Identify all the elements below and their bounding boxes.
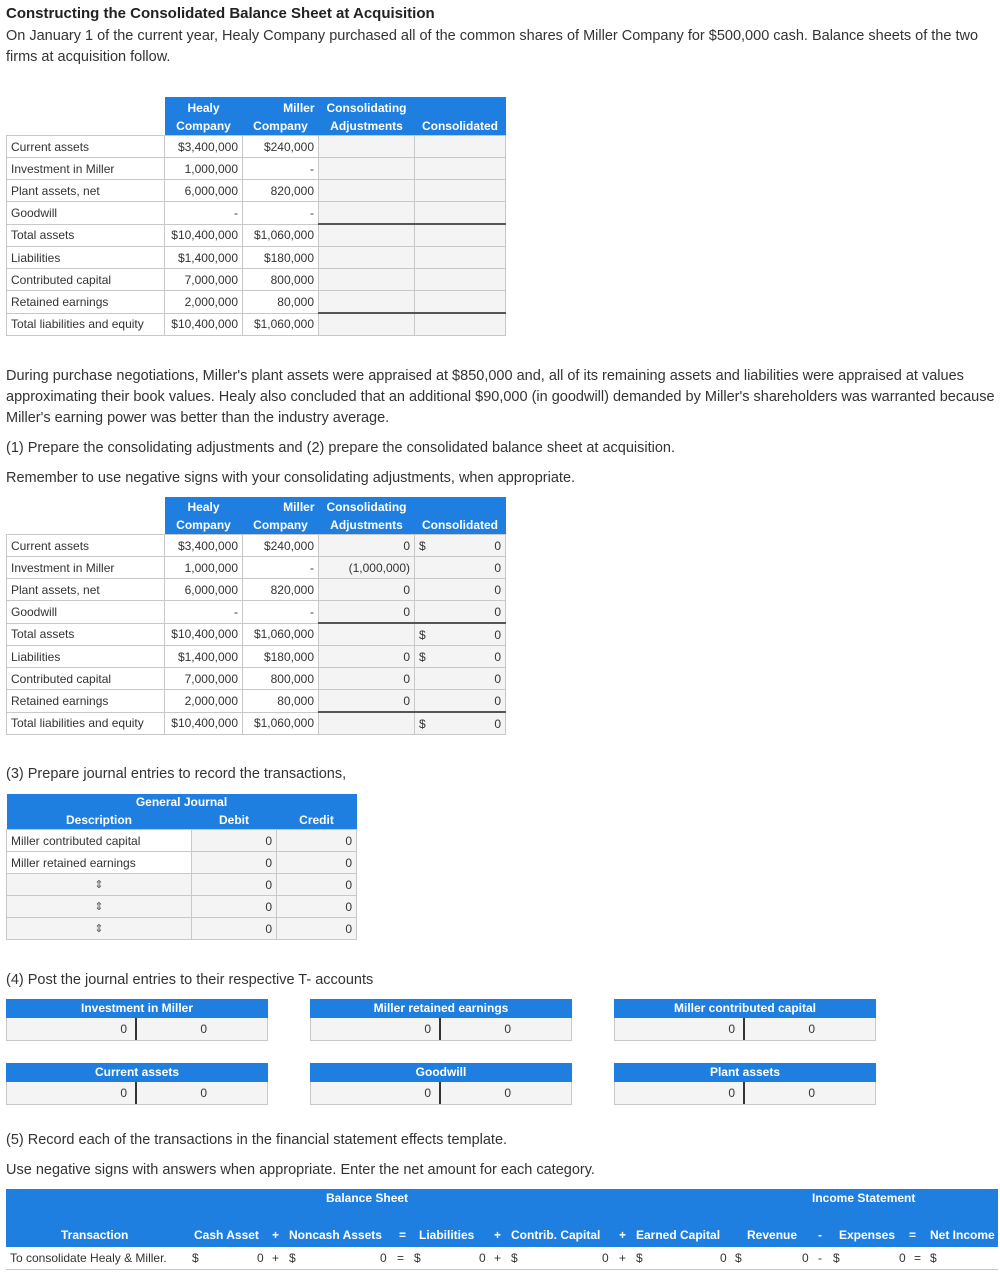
question-5: (5) Record each of the transactions in the financial statement effects template. bbox=[6, 1132, 508, 1148]
miller-value: $240,000 bbox=[243, 535, 319, 557]
col-adjustments: Consolidating Adjustments bbox=[319, 97, 415, 136]
consolidated-input[interactable] bbox=[415, 247, 506, 269]
col-consolidated: Consolidated bbox=[415, 497, 506, 535]
consolidated-input[interactable] bbox=[415, 579, 506, 601]
adjustment-value: (1,000,000) bbox=[348, 560, 410, 575]
debit-input[interactable]: 0 bbox=[192, 874, 277, 896]
credit-side-input[interactable]: 0 bbox=[808, 1086, 815, 1100]
row-label: Goodwill bbox=[7, 601, 165, 624]
debit-side-input[interactable]: 0 bbox=[7, 1018, 137, 1040]
t-account-title: Current assets bbox=[6, 1063, 268, 1082]
consolidated-value: 0 bbox=[494, 560, 501, 575]
table-header bbox=[7, 497, 506, 535]
debit-side-input[interactable]: 0 bbox=[311, 1018, 441, 1040]
consolidation-table bbox=[6, 497, 506, 735]
adjustment-input[interactable] bbox=[319, 601, 415, 624]
description-select[interactable] bbox=[7, 896, 192, 918]
transaction-label: To consolidate Healy & Miller. bbox=[10, 1251, 167, 1265]
t-account-plant-assets bbox=[614, 1063, 876, 1105]
col-miller: Miller Company bbox=[243, 497, 319, 535]
consolidated-value: 0 bbox=[494, 538, 501, 553]
healy-value: $10,400,000 bbox=[165, 712, 243, 735]
table-row bbox=[7, 623, 506, 646]
cash-asset-input[interactable]: 0 bbox=[257, 1251, 264, 1265]
credit-side-input[interactable]: 0 bbox=[200, 1086, 207, 1100]
question-5-note: Use negative signs with answers when appropriate. Enter the net amount for each category. bbox=[6, 1162, 595, 1178]
adjustment-input[interactable] bbox=[319, 557, 415, 579]
healy-value: - bbox=[165, 601, 243, 624]
revenue-input[interactable]: 0 bbox=[802, 1251, 809, 1265]
col-description: Description bbox=[7, 811, 192, 830]
row-label: Investment in Miller bbox=[7, 557, 165, 579]
row-label: Current assets bbox=[7, 136, 165, 158]
healy-value: $10,400,000 bbox=[165, 623, 243, 646]
journal-row bbox=[7, 852, 357, 874]
healy-value: 6,000,000 bbox=[165, 579, 243, 601]
col-miller: Miller Company bbox=[243, 97, 319, 136]
debit-side-input[interactable]: 0 bbox=[311, 1082, 441, 1104]
credit-input[interactable]: 0 bbox=[277, 896, 357, 918]
consolidated-input[interactable] bbox=[415, 690, 506, 713]
adjustment-input[interactable] bbox=[319, 579, 415, 601]
healy-value: $3,400,000 bbox=[165, 136, 243, 158]
t-account-current-assets bbox=[6, 1063, 268, 1105]
debit-side-input[interactable]: 0 bbox=[615, 1082, 745, 1104]
debit-side-input[interactable]: 0 bbox=[615, 1018, 745, 1040]
healy-value: 6,000,000 bbox=[165, 180, 243, 202]
liabilities-input[interactable]: 0 bbox=[479, 1251, 486, 1265]
question-1-2: (1) Prepare the consolidating adjustments and (2) prepare the consolidated balance sheet at acquisition. bbox=[6, 440, 676, 456]
miller-value: $240,000 bbox=[243, 136, 319, 158]
row-label: Current assets bbox=[7, 535, 165, 557]
healy-value: $3,400,000 bbox=[165, 535, 243, 557]
adjustment-input[interactable] bbox=[319, 313, 415, 336]
t-account-body bbox=[614, 1082, 876, 1105]
adjustment-input[interactable] bbox=[319, 136, 415, 158]
adjustment-value: 0 bbox=[403, 649, 410, 664]
t-account-body bbox=[310, 1018, 572, 1041]
consolidated-input[interactable] bbox=[415, 646, 506, 668]
consolidated-input[interactable] bbox=[415, 136, 506, 158]
table-row bbox=[7, 247, 506, 269]
description-select[interactable] bbox=[7, 874, 192, 896]
consolidated-value: 0 bbox=[494, 627, 501, 642]
col-adjustments: Consolidating Adjustments bbox=[319, 497, 415, 535]
miller-value: 820,000 bbox=[243, 180, 319, 202]
debit-input[interactable]: 0 bbox=[192, 852, 277, 874]
adjustment-input[interactable] bbox=[319, 180, 415, 202]
consolidated-input[interactable] bbox=[415, 158, 506, 180]
col-net-income: Net Income bbox=[930, 1228, 995, 1242]
journal-row bbox=[7, 830, 357, 852]
adjustment-input[interactable] bbox=[319, 224, 415, 247]
table-row bbox=[7, 579, 506, 601]
debit-side-input[interactable]: 0 bbox=[7, 1082, 137, 1104]
table-row bbox=[7, 601, 506, 624]
dollar-sign: $ bbox=[419, 649, 426, 664]
col-debit: Debit bbox=[192, 811, 277, 830]
credit-input[interactable]: 0 bbox=[277, 874, 357, 896]
consolidated-input[interactable] bbox=[415, 291, 506, 314]
consolidated-input[interactable] bbox=[415, 535, 506, 557]
balance-sheets-table bbox=[6, 97, 506, 336]
credit-input[interactable]: 0 bbox=[277, 830, 357, 852]
healy-value: 2,000,000 bbox=[165, 690, 243, 713]
miller-value: $1,060,000 bbox=[243, 313, 319, 336]
adjustment-input[interactable] bbox=[319, 690, 415, 713]
healy-value: 7,000,000 bbox=[165, 269, 243, 291]
table-row bbox=[7, 202, 506, 225]
miller-value: 800,000 bbox=[243, 668, 319, 690]
reminder-text: Remember to use negative signs with your consolidating adjustments, when appropriate. bbox=[6, 470, 576, 486]
negotiation-text: During purchase negotiations, Miller's plant assets were appraised at $850,000 and, all of its remaining assets and liabilities were appraised at values approximating their book values. Healy also concluded that an additional $90,000 (in goodwill) demanded by Miller's shareholders was warranted because Miller's earning power was better than the industry average. bbox=[6, 368, 995, 426]
balance-sheet-heading: Balance Sheet bbox=[326, 1191, 409, 1205]
row-label: Plant assets, net bbox=[7, 579, 165, 601]
miller-value: - bbox=[243, 601, 319, 624]
row-label: Total liabilities and equity bbox=[7, 313, 165, 336]
income-statement-heading: Income Statement bbox=[812, 1191, 916, 1205]
miller-value: $1,060,000 bbox=[243, 712, 319, 735]
effects-header: Balance Sheet Income Statement Transaction Cash Asset + Noncash Assets = Liabilities + Contrib. Capital + Earned Capital Revenue - Expenses = Net Income bbox=[6, 1189, 998, 1247]
adjustment-value: 0 bbox=[403, 582, 410, 597]
intro-text: On January 1 of the current year, Healy Company purchased all of the common shares of Miller Company for $500,000 cash. Balance sheets of the two firms at acquisition follow. bbox=[6, 28, 979, 65]
table-row bbox=[7, 313, 506, 336]
row-label: Retained earnings bbox=[7, 690, 165, 713]
adjustment-value: 0 bbox=[403, 693, 410, 708]
table-row bbox=[7, 712, 506, 735]
adjustment-input[interactable] bbox=[319, 202, 415, 225]
miller-value: $180,000 bbox=[243, 247, 319, 269]
consolidated-value: 0 bbox=[494, 716, 501, 731]
effects-template bbox=[6, 1189, 998, 1270]
table-row bbox=[7, 646, 506, 668]
miller-value: - bbox=[243, 158, 319, 180]
t-account-title: Miller retained earnings bbox=[310, 999, 572, 1018]
adjustment-input[interactable] bbox=[319, 712, 415, 735]
question-3: (3) Prepare journal entries to record the transactions, bbox=[6, 766, 347, 782]
healy-value: - bbox=[165, 202, 243, 225]
t-account-investment-in-miller bbox=[6, 999, 268, 1041]
col-healy: Healy Company bbox=[165, 97, 243, 136]
adjustment-input[interactable] bbox=[319, 668, 415, 690]
noncash-assets-input[interactable]: 0 bbox=[380, 1251, 387, 1265]
col-noncash-assets: Noncash Assets bbox=[289, 1228, 382, 1242]
col-transaction: Transaction bbox=[61, 1228, 129, 1242]
row-label: Contributed capital bbox=[7, 668, 165, 690]
earned-capital-input[interactable]: 0 bbox=[720, 1251, 727, 1265]
healy-value: $10,400,000 bbox=[165, 224, 243, 247]
healy-value: $1,400,000 bbox=[165, 247, 243, 269]
consolidated-input[interactable] bbox=[415, 623, 506, 646]
consolidated-value: 0 bbox=[494, 693, 501, 708]
credit-side-input[interactable]: 0 bbox=[200, 1022, 207, 1036]
t-account-title: Investment in Miller bbox=[6, 999, 268, 1018]
adjustment-input[interactable] bbox=[319, 291, 415, 314]
adjustment-input[interactable] bbox=[319, 158, 415, 180]
t-account-miller-contributed-capital bbox=[614, 999, 876, 1041]
question-4: (4) Post the journal entries to their respective T- accounts bbox=[6, 972, 374, 988]
consolidated-input[interactable] bbox=[415, 269, 506, 291]
page-title: Constructing the Consolidated Balance Sheet at Acquisition bbox=[6, 5, 435, 22]
row-label: Goodwill bbox=[7, 202, 165, 225]
expenses-input[interactable]: 0 bbox=[899, 1251, 906, 1265]
dollar-sign: $ bbox=[419, 716, 426, 731]
miller-value: $1,060,000 bbox=[243, 623, 319, 646]
adjustment-value: 0 bbox=[403, 671, 410, 686]
row-label: Contributed capital bbox=[7, 269, 165, 291]
row-label: Plant assets, net bbox=[7, 180, 165, 202]
healy-value: $10,400,000 bbox=[165, 313, 243, 336]
description-select[interactable]: Miller contributed capital bbox=[7, 830, 192, 852]
row-label: Total assets bbox=[7, 623, 165, 646]
miller-value: $180,000 bbox=[243, 646, 319, 668]
journal-title: General Journal bbox=[7, 794, 357, 811]
row-label: Liabilities bbox=[7, 247, 165, 269]
consolidated-value: 0 bbox=[494, 671, 501, 686]
description-select[interactable]: Miller retained earnings bbox=[7, 852, 192, 874]
t-account-miller-retained-earnings bbox=[310, 999, 572, 1041]
table-row bbox=[7, 180, 506, 202]
effects-row: To consolidate Healy & Miller. $ 0 + $ 0 = $ 0 + $ 0 + $ 0 $ 0 - $ 0 = $ bbox=[6, 1247, 998, 1270]
miller-value: - bbox=[243, 557, 319, 579]
select-arrows-icon: ⇕ bbox=[94, 923, 104, 935]
t-account-body bbox=[614, 1018, 876, 1041]
row-label: Total liabilities and equity bbox=[7, 712, 165, 735]
t-account-title: Miller contributed capital bbox=[614, 999, 876, 1018]
adjustment-input[interactable] bbox=[319, 535, 415, 557]
table-row bbox=[7, 668, 506, 690]
consolidated-value: 0 bbox=[494, 582, 501, 597]
dollar-sign: $ bbox=[419, 627, 426, 642]
adjustment-input[interactable] bbox=[319, 269, 415, 291]
contrib-capital-input[interactable]: 0 bbox=[602, 1251, 609, 1265]
miller-value: $1,060,000 bbox=[243, 224, 319, 247]
table-row bbox=[7, 690, 506, 713]
consolidated-input[interactable] bbox=[415, 557, 506, 579]
miller-value: 800,000 bbox=[243, 269, 319, 291]
adjustment-value: 0 bbox=[403, 538, 410, 553]
row-label: Investment in Miller bbox=[7, 158, 165, 180]
t-account-body bbox=[310, 1082, 572, 1105]
consolidated-input[interactable] bbox=[415, 668, 506, 690]
t-account-title: Goodwill bbox=[310, 1063, 572, 1082]
col-expenses: Expenses bbox=[839, 1228, 896, 1242]
col-earned-capital: Earned Capital bbox=[636, 1228, 721, 1242]
consolidated-input[interactable] bbox=[415, 202, 506, 225]
healy-value: 1,000,000 bbox=[165, 158, 243, 180]
table-row bbox=[7, 158, 506, 180]
consolidated-input[interactable] bbox=[415, 601, 506, 624]
table-row bbox=[7, 136, 506, 158]
journal-row bbox=[7, 918, 357, 940]
col-cash-asset: Cash Asset bbox=[194, 1228, 259, 1242]
adjustment-input[interactable] bbox=[319, 646, 415, 668]
t-account-body bbox=[6, 1018, 268, 1041]
adjustment-input[interactable] bbox=[319, 247, 415, 269]
t-account-body bbox=[6, 1082, 268, 1105]
table-row bbox=[7, 269, 506, 291]
adjustment-input[interactable] bbox=[319, 623, 415, 646]
debit-input[interactable]: 0 bbox=[192, 918, 277, 940]
description-select[interactable] bbox=[7, 918, 192, 940]
table-row bbox=[7, 291, 506, 314]
credit-side-input[interactable]: 0 bbox=[504, 1022, 511, 1036]
miller-value: 80,000 bbox=[243, 291, 319, 314]
credit-input[interactable]: 0 bbox=[277, 918, 357, 940]
row-label: Liabilities bbox=[7, 646, 165, 668]
journal-row bbox=[7, 874, 357, 896]
col-healy: Healy Company bbox=[165, 497, 243, 535]
select-arrows-icon: ⇕ bbox=[94, 879, 104, 891]
row-label: Retained earnings bbox=[7, 291, 165, 314]
consolidated-value: 0 bbox=[494, 604, 501, 619]
col-liabilities: Liabilities bbox=[419, 1228, 475, 1242]
general-journal bbox=[6, 794, 357, 940]
t-account-goodwill bbox=[310, 1063, 572, 1105]
healy-value: 1,000,000 bbox=[165, 557, 243, 579]
table-row bbox=[7, 557, 506, 579]
consolidated-input[interactable] bbox=[415, 712, 506, 735]
debit-input[interactable]: 0 bbox=[192, 896, 277, 918]
debit-input[interactable]: 0 bbox=[192, 830, 277, 852]
consolidated-input[interactable] bbox=[415, 313, 506, 336]
consolidated-input[interactable] bbox=[415, 180, 506, 202]
adjustment-value: 0 bbox=[403, 604, 410, 619]
credit-side-input[interactable]: 0 bbox=[808, 1022, 815, 1036]
col-revenue: Revenue bbox=[747, 1228, 798, 1242]
journal-row bbox=[7, 896, 357, 918]
credit-side-input[interactable]: 0 bbox=[504, 1086, 511, 1100]
col-contrib-capital: Contrib. Capital bbox=[511, 1228, 601, 1242]
row-label: Total assets bbox=[7, 224, 165, 247]
select-arrows-icon: ⇕ bbox=[94, 901, 104, 913]
healy-value: 7,000,000 bbox=[165, 668, 243, 690]
healy-value: 2,000,000 bbox=[165, 291, 243, 314]
consolidated-value: 0 bbox=[494, 649, 501, 664]
miller-value: 80,000 bbox=[243, 690, 319, 713]
consolidated-input[interactable] bbox=[415, 224, 506, 247]
table-header bbox=[7, 97, 506, 136]
healy-value: $1,400,000 bbox=[165, 646, 243, 668]
col-credit: Credit bbox=[277, 811, 357, 830]
t-account-title: Plant assets bbox=[614, 1063, 876, 1082]
credit-input[interactable]: 0 bbox=[277, 852, 357, 874]
dollar-sign: $ bbox=[419, 538, 426, 553]
table-row bbox=[7, 535, 506, 557]
miller-value: - bbox=[243, 202, 319, 225]
table-row bbox=[7, 224, 506, 247]
miller-value: 820,000 bbox=[243, 579, 319, 601]
col-consolidated: Consolidated bbox=[415, 97, 506, 136]
